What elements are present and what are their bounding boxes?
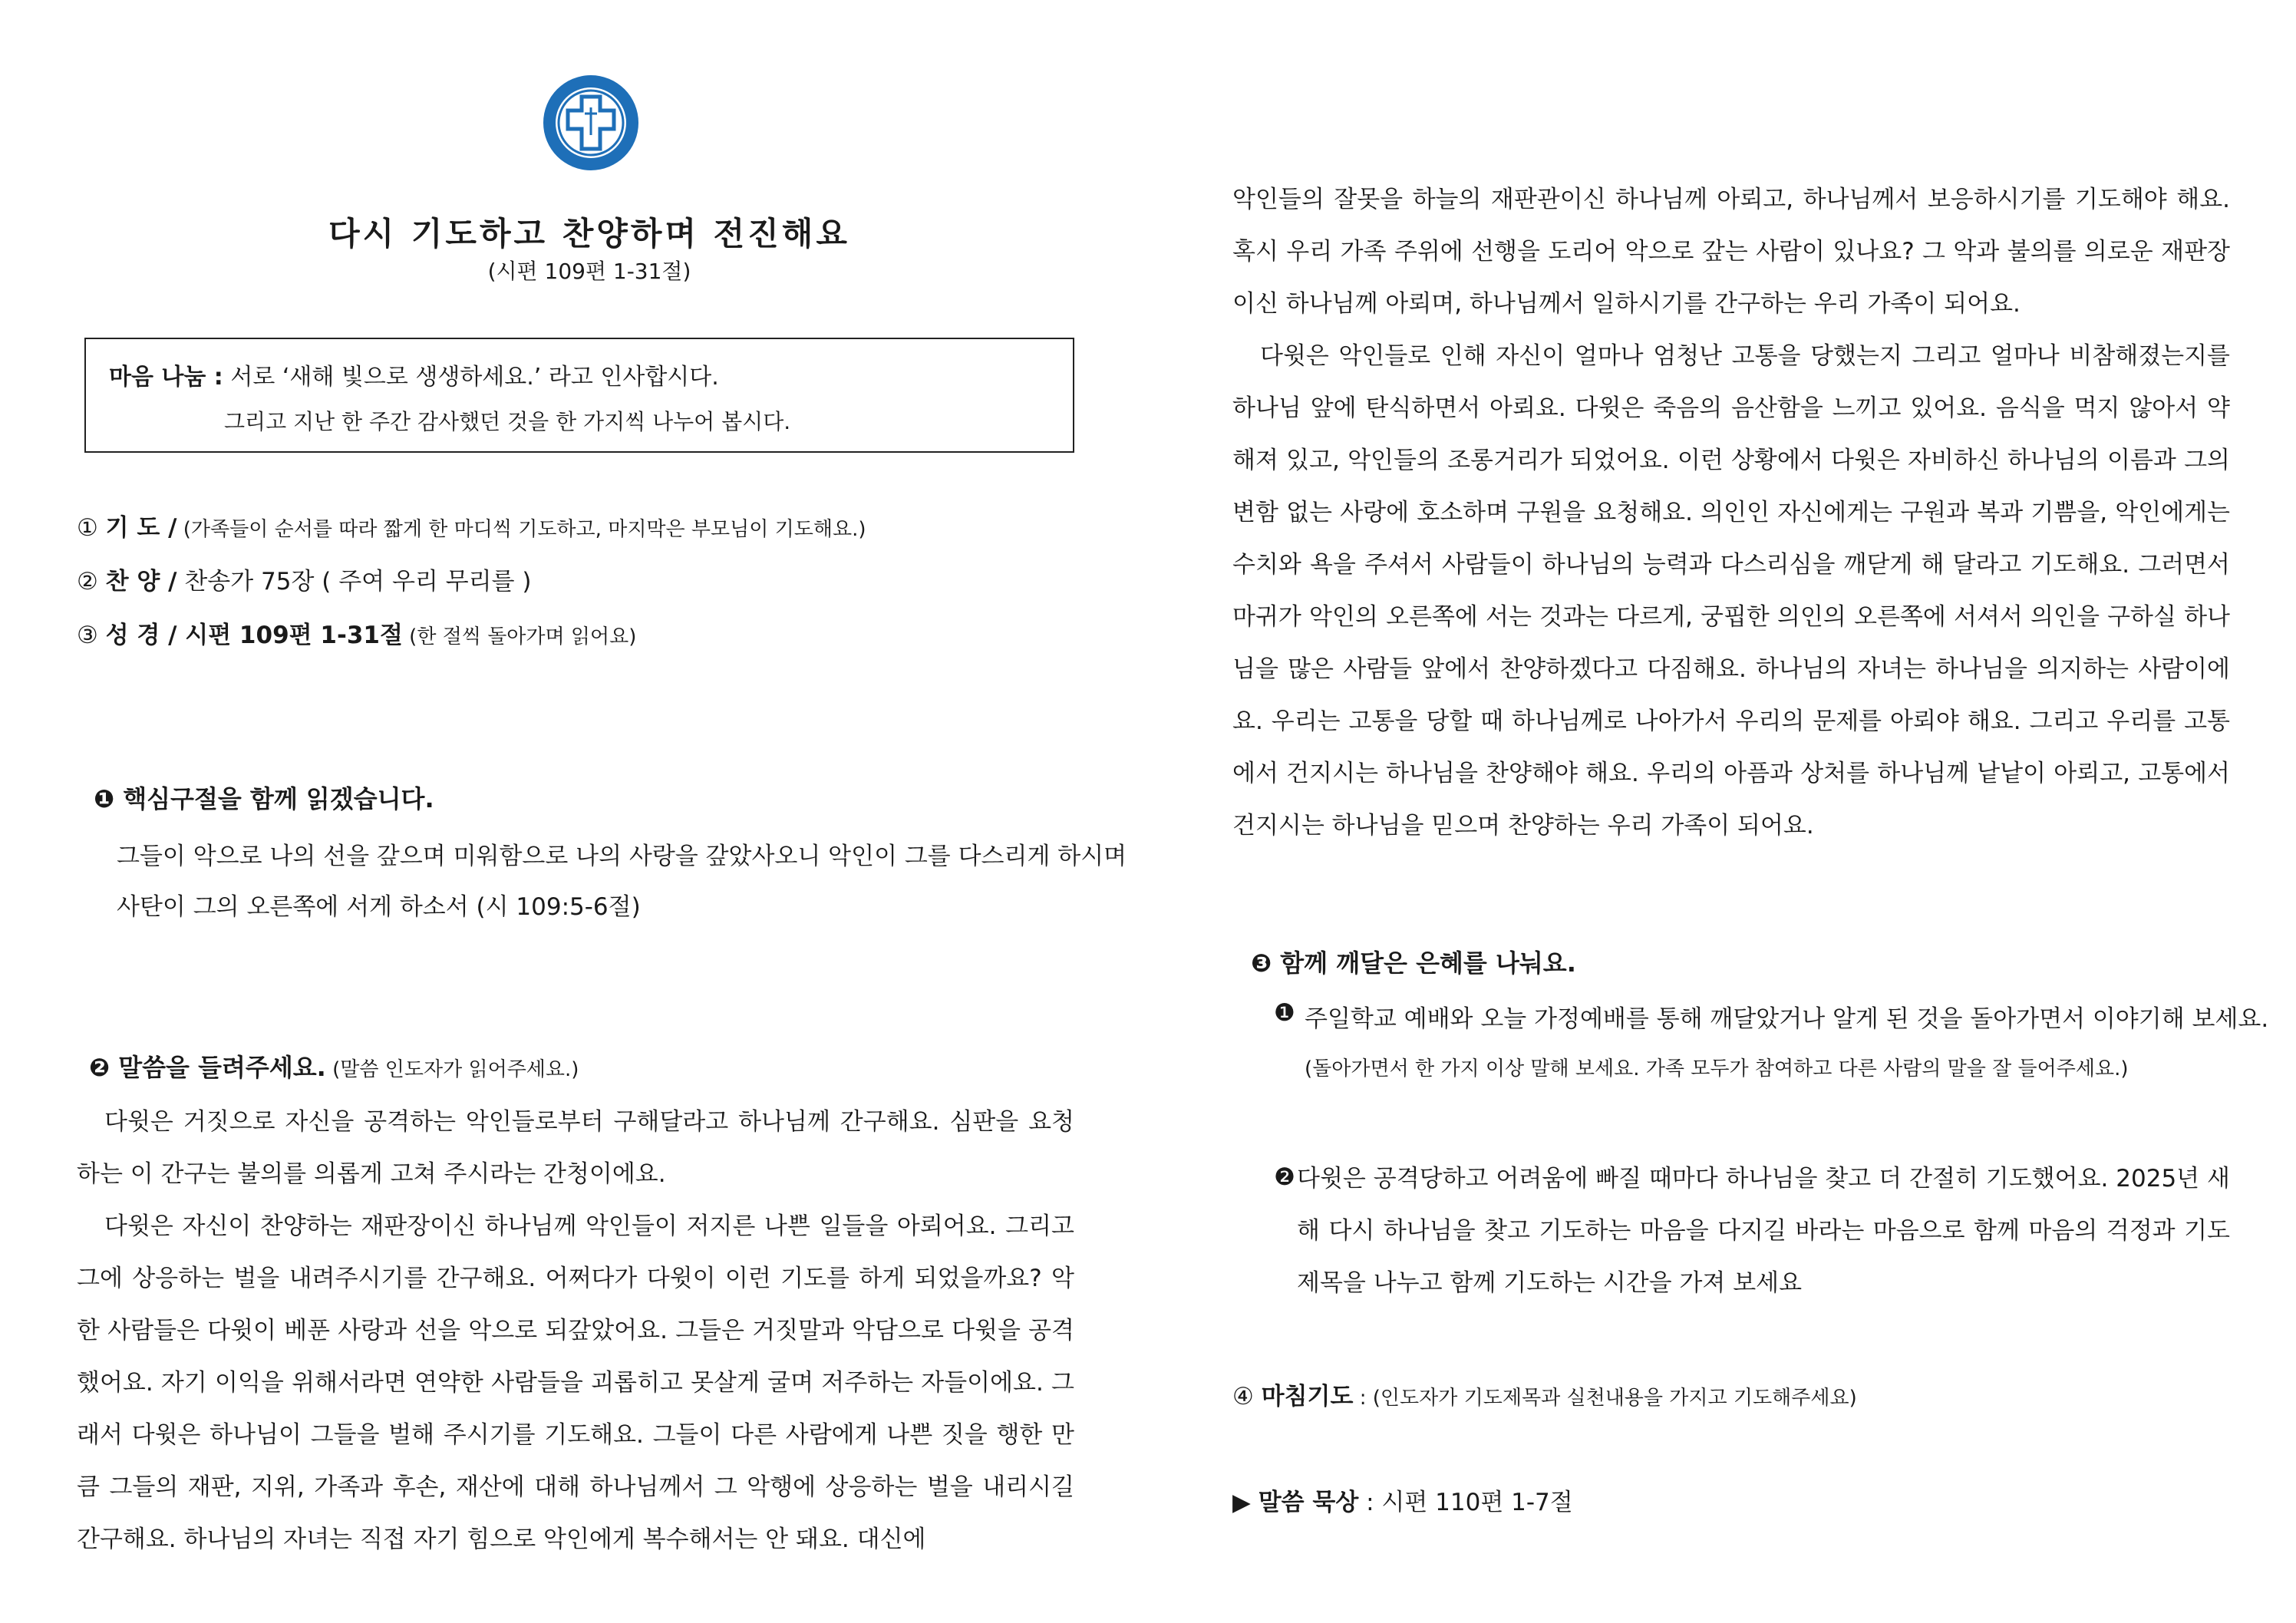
sharing-text-2: 그리고 지난 한 주간 감사했던 것을 한 가지씩 나누어 봅시다. <box>224 409 791 434</box>
sermon-paragraph-2: 다윗은 자신이 찬양하는 재판장이신 하나님께 악인들이 저지른 나쁜 일들을 아뢰어요. 그리고 그에 상응하는 벌을 내려주시기를 간구해요. 어쩌다가 다윗이 이런 기도를 하게 되었을까요? 악한 사람들은 다윗이 베푼 사랑과 선을 악으로 되갚았어요. 그들은 거짓말과 악담으로 다윗을 공격했어요. 자기 이익을 위해서라면 연약한 사람들을 괴롭히고 못살게 굴며 저주하는 자들이에요. 그래서 다윗은 하나님이 그들을 벌해 주시기를 기도해요. 그들이 다른 사람에게 나쁜 짓을 행한 만큼 그들의 재판, 지위, 가족과 후손, 재산에 대해 하나님께서 그 악행에 상응하는 벌을 내리시길 간구해요. 하나님의 자녀는 직접 자기 힘으로 악인에게 복수해서는 안 돼요. 대신에 <box>77 1212 1074 1553</box>
order-scripture-number: ③ <box>77 622 98 649</box>
sermon-paragraph-1: 다윗은 거짓으로 자신을 공격하는 악인들로부터 구해달라고 하나님께 간구해요. 심판을 요청하는 이 간구는 불의를 의롭게 고쳐 주시라는 간청이에요. <box>77 1108 1074 1188</box>
order-scripture <box>77 615 636 650</box>
church-logo <box>542 74 640 172</box>
meditation-label: 말씀 묵상 <box>1258 1489 1359 1516</box>
word-meditation <box>1232 1483 1573 1517</box>
church-cross-seal-icon <box>542 74 640 172</box>
grace-question-2-marker: ❷ <box>1274 1163 1295 1191</box>
sermon-paragraph-4: 다윗은 악인들로 인해 자신이 얼마나 엄청난 고통을 당했는지 그리고 얼마나 비참해졌는지를 하나님 앞에 탄식하면서 아뢰요. 다윗은 죽음의 음산함을 느끼고 있어요. 음식을 먹지 않아서 약해져 있고, 악인들의 조롱거리가 되었어요. 이런 상황에서 다윗은 자비하신 하나님의 이름과 그의 변함 없는 사랑에 호소하며 구원을 요청해요. 의인인 자신에게는 구원과 복과 기쁨을, 악인에게는 수치와 욕을 주셔서 사람들이 하나님의 능력과 다스리심을 깨닫게 해 달라고 기도해요. 그러면서 마귀가 악인의 오른쪽에 서는 것과는 다르게, 궁핍한 의인의 오른쪽에 서셔서 의인을 구하실 하나님을 많은 사람들 앞에서 찬양하겠다고 다짐해요. 하나님의 자녀는 하나님을 의지하는 사람이에요. 우리는 고통을 당할 때 하나님께로 나아가서 우리의 문제를 아뢰야 해요. 그리고 우리를 고통에서 건지시는 하나님을 찬양해야 해요. 우리의 아픔과 상처를 하나님께 낱낱이 아뢰고, 고통에서 건지시는 하나님을 믿으며 찬양하는 우리 가족이 되어요. <box>1232 342 2230 840</box>
sermon-heading <box>89 1048 579 1084</box>
sermon-heading-label: ❷ 말씀을 들려주세요. <box>89 1053 326 1082</box>
key-verse-heading: ❶ 핵심구절을 함께 읽겠습니다. <box>94 784 434 813</box>
grace-question-2: 다윗은 공격당하고 어려움에 빠질 때마다 하나님을 찾고 더 간절히 기도했어요. 2025년 새해 다시 하나님을 찾고 기도하는 마음을 다지길 바라는 마음으로 함께 마음의 걱정과 기도 제목을 나누고 함께 기도하는 시간을 가져 보세요 <box>1297 1165 2230 1297</box>
meditation-text: : 시편 110편 1-7절 <box>1358 1489 1573 1516</box>
closing-prayer-label: 마침기도 <box>1261 1383 1354 1410</box>
sermon-left-column <box>77 1096 1074 1565</box>
key-verse-line-2: 사탄이 그의 오른쪽에 서게 하소서 (시 109:5-6절) <box>117 893 641 921</box>
order-hymn-label: 찬 양 / <box>105 568 177 595</box>
sermon-paragraph-3: 악인들의 잘못을 하늘의 재판관이신 하나님께 아뢰고, 하나님께서 보응하시기를 기도해야 해요. 혹시 우리 가족 주위에 선행을 도리어 악으로 갚는 사람이 있나요? 그 악과 불의를 의로운 재판장이신 하나님께 아뢰며, 하나님께서 일하시기를 간구하는 우리 가족이 되어요. <box>1232 186 2230 318</box>
order-prayer <box>77 508 866 543</box>
closing-prayer <box>1232 1377 1857 1411</box>
grace-heading: ❸ 함께 깨달은 은혜를 나눠요. <box>1251 948 1576 978</box>
order-hymn-number: ② <box>77 568 98 595</box>
sermon-right-column <box>1232 173 2230 852</box>
key-verse-line-1: 그들이 악으로 나의 선을 갚으며 미워함으로 나의 사랑을 갚았사오니 악인이 그를 다스리게 하시며 <box>117 843 1127 870</box>
grace-question-1: 주일학교 예배와 오늘 가정예배를 통해 깨달았거나 알게 된 것을 돌아가면서 이야기해 보세요. <box>1305 1005 2269 1033</box>
sharing-label: 마음 나눔 : <box>109 364 223 391</box>
order-scripture-note: (한 절씩 돌아가며 읽어요) <box>402 625 637 648</box>
closing-prayer-number: ④ <box>1232 1383 1254 1410</box>
order-prayer-note: (가족들이 순서를 따라 짧게 한 마디씩 기도하고, 마지막은 부모님이 기도해요.) <box>176 518 866 541</box>
order-prayer-label: 기 도 / <box>105 514 177 542</box>
page-title: 다시 기도하고 찬양하며 전진해요 <box>328 215 850 252</box>
grace-question-1-marker: ❶ <box>1274 999 1295 1027</box>
grace-question-1-note: (돌아가면서 한 가지 이상 말해 보세요. 가족 모두가 참여하고 다른 사람의 말을 잘 들어주세요.) <box>1305 1057 2129 1080</box>
order-hymn <box>77 562 532 596</box>
order-scripture-label: 성 경 / 시편 109편 1-31절 <box>105 622 403 649</box>
closing-prayer-note: : (인도자가 기도제목과 실천내용을 가지고 기도해주세요) <box>1353 1387 1857 1410</box>
sharing-text-1: 서로 ‘새해 빛으로 생생하세요.’ 라고 인사합시다. <box>223 364 719 391</box>
order-prayer-number: ① <box>77 514 98 542</box>
order-hymn-note: 찬송가 75장 ( 주여 우리 무리를 ) <box>176 568 532 595</box>
meditation-arrow-icon: ▶ <box>1232 1489 1251 1516</box>
sermon-heading-note: (말씀 인도자가 읽어주세요.) <box>325 1058 579 1081</box>
sharing-line-1 <box>109 358 719 391</box>
page-subtitle: (시편 109편 1-31절) <box>487 259 691 284</box>
